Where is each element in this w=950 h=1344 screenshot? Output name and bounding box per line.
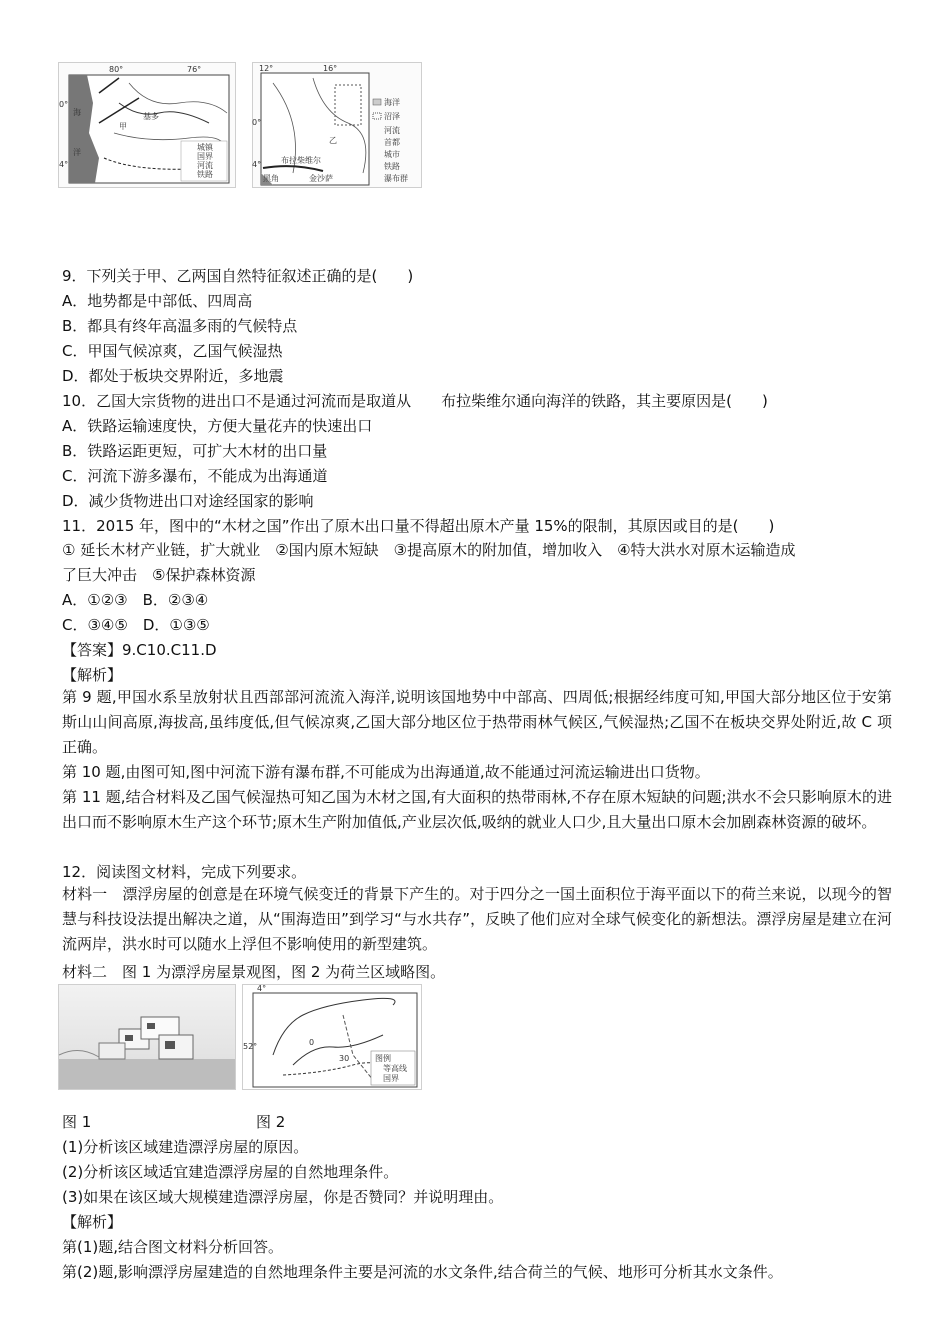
map3-label-0: 0	[309, 1038, 315, 1047]
map2-legend-city: 城市	[384, 150, 400, 159]
map3-label-52: 52°	[243, 1042, 258, 1051]
q10-option-d: D．减少货物进出口对途经国家的影响	[62, 492, 314, 510]
q11-options-line1: A．①②③ B．②③④	[62, 591, 209, 609]
map1-label-80: 80°	[109, 65, 124, 74]
map2-label-kinshasa: 金沙萨	[309, 174, 333, 183]
map1-legend-town: 城镇	[197, 143, 213, 152]
map1-legend-river: 河流	[197, 161, 213, 170]
q11-stem: 11．2015 年，图中的“木材之国”作出了原木出口量不得超出原木产量 15%的限制，其原因或目的是( )	[62, 517, 775, 535]
q10-stem: 10．乙国大宗货物的进出口不是通过河流而是取道从 布拉柴维尔通向海洋的铁路，其主要原因是( )	[62, 392, 768, 410]
map2-label-0: 0°	[252, 118, 262, 127]
map2-label-pointe-noire: 黑角	[263, 174, 279, 183]
q11-items-line1: ① 延长木材产业链，扩大就业 ②国内原木短缺 ③提高原木的附加值，增加收入 ④特大洪水对原木运输造成	[62, 541, 796, 559]
map2-label-16: 16°	[323, 64, 338, 73]
map3-label-4: 4°	[257, 984, 267, 993]
map2-label-yi: 乙	[329, 136, 337, 145]
map2-label-12: 12°	[259, 64, 274, 73]
q10-option-a: A．铁路运输速度快，方便大量花卉的快速出口	[62, 417, 373, 435]
q12-question-3: (3)如果在该区域大规模建造漂浮房屋，你是否赞同？并说明理由。	[62, 1188, 504, 1206]
q9-option-b: B．都具有终年高温多雨的气候特点	[62, 317, 298, 335]
map3-legend-contour: 等高线	[383, 1064, 407, 1073]
q10-option-b: B．铁路运距更短，可扩大木材的出口量	[62, 442, 328, 460]
map3-legend-border: 国界	[383, 1074, 399, 1083]
map1-legend-railway: 铁路	[197, 170, 213, 179]
map1-label-76: 76°	[187, 65, 202, 74]
map1-label-4: 4°	[59, 160, 69, 169]
q9-option-d: D．都处于板块交界附近，多地震	[62, 367, 284, 385]
q12-stem: 12．阅读图文材料，完成下列要求。	[62, 863, 307, 881]
map2-legend-waterfall: 瀑布群	[384, 174, 408, 183]
map2-legend-capital: 首都	[384, 138, 400, 147]
map2-legend-railway: 铁路	[384, 162, 400, 171]
map2-label-4: 4°	[252, 160, 262, 169]
map-country-yi	[252, 62, 422, 188]
map2-legend-swamp: 沼泽	[384, 112, 400, 121]
q9-option-c: C．甲国气候凉爽，乙国气候湿热	[62, 342, 283, 360]
q11-options-line2: C．③④⑤ D．①③⑤	[62, 616, 210, 634]
analysis-q11: 第 11 题,结合材料及乙国气候湿热可知乙国为木材之国,有大面积的热带雨林,不存在原木短缺的问题;洪水不会只影响原木的进出口而不影响原木生产这个环节;原木生产附加值低,产业层次低,吸纳的就业人口少,且大量出口原木会加剧森林资源的破坏。	[62, 788, 892, 831]
map1-label-quito: 基多	[143, 112, 159, 121]
q12-question-1: (1)分析该区域建造漂浮房屋的原因。	[62, 1138, 309, 1156]
map1-label-jia: 甲	[119, 122, 127, 131]
map-country-jia	[58, 62, 236, 188]
map1-label-sea: 海	[73, 108, 81, 117]
figure2-caption: 图 2	[256, 1113, 286, 1131]
answer: 【答案】9.C10.C11.D	[62, 641, 217, 659]
analysis2-title: 【解析】	[62, 1213, 123, 1231]
q11-items-line2: 了巨大冲击 ⑤保护森林资源	[62, 566, 256, 584]
q9-stem: 9．下列关于甲、乙两国自然特征叙述正确的是( )	[62, 267, 414, 285]
q12-material2: 材料二 图 1 为漂浮房屋景观图，图 2 为荷兰区域略图。	[62, 963, 446, 981]
analysis2-q1: 第(1)题,结合图文材料分析回答。	[62, 1238, 284, 1256]
map1-label-ocean: 洋	[73, 148, 81, 157]
map2-label-brazzaville: 布拉柴维尔	[281, 156, 321, 165]
analysis-title: 【解析】	[62, 666, 123, 684]
map3-label-30: 30	[339, 1054, 350, 1063]
map3-legend-title: 图例	[375, 1054, 391, 1063]
analysis2-q2: 第(2)题,影响漂浮房屋建造的自然地理条件主要是河流的水文条件,结合荷兰的气候、地形可分析其水文条件。	[62, 1263, 783, 1281]
map2-legend-ocean: 海洋	[384, 98, 400, 107]
figure1-caption: 图 1	[62, 1113, 92, 1131]
q12-question-2: (2)分析该区域适宜建造漂浮房屋的自然地理条件。	[62, 1163, 399, 1181]
map1-legend-border: 国界	[197, 152, 213, 161]
figure2-netherlands-map	[242, 984, 422, 1090]
q10-option-c: C．河流下游多瀑布，不能成为出海通道	[62, 467, 328, 485]
analysis-q10: 第 10 题,由图可知,图中河流下游有瀑布群,不可能成为出海通道,故不能通过河流运输进出口货物。	[62, 763, 710, 781]
map1-label-0: 0°	[59, 100, 69, 109]
q9-option-a: A．地势都是中部低、四周高	[62, 292, 253, 310]
figure1-floating-house-photo	[58, 984, 236, 1090]
map2-legend-river: 河流	[384, 126, 400, 135]
q12-material1: 材料一 漂浮房屋的创意是在环境气候变迁的背景下产生的。对于四分之一国土面积位于海平面以下的荷兰来说，以现今的智慧与科技设法提出解决之道，从“围海造田”到学习“与水共存”，反映了他们应对全球气候变化的新想法。漂浮房屋是建立在河流两岸，洪水时可以随水上浮但不影响使用的新型建筑。	[62, 885, 892, 953]
analysis-q9: 第 9 题,甲国水系呈放射状且西部部河流流入海洋,说明该国地势中中部高、四周低;根据经纬度可知,甲国大部分地区位于安第斯山山间高原,海拔高,虽纬度低,但气候凉爽,乙国大部分地区位于热带雨林气候区,气候湿热;乙国不在板块交界处附近,故 C 项正确。	[62, 688, 892, 756]
